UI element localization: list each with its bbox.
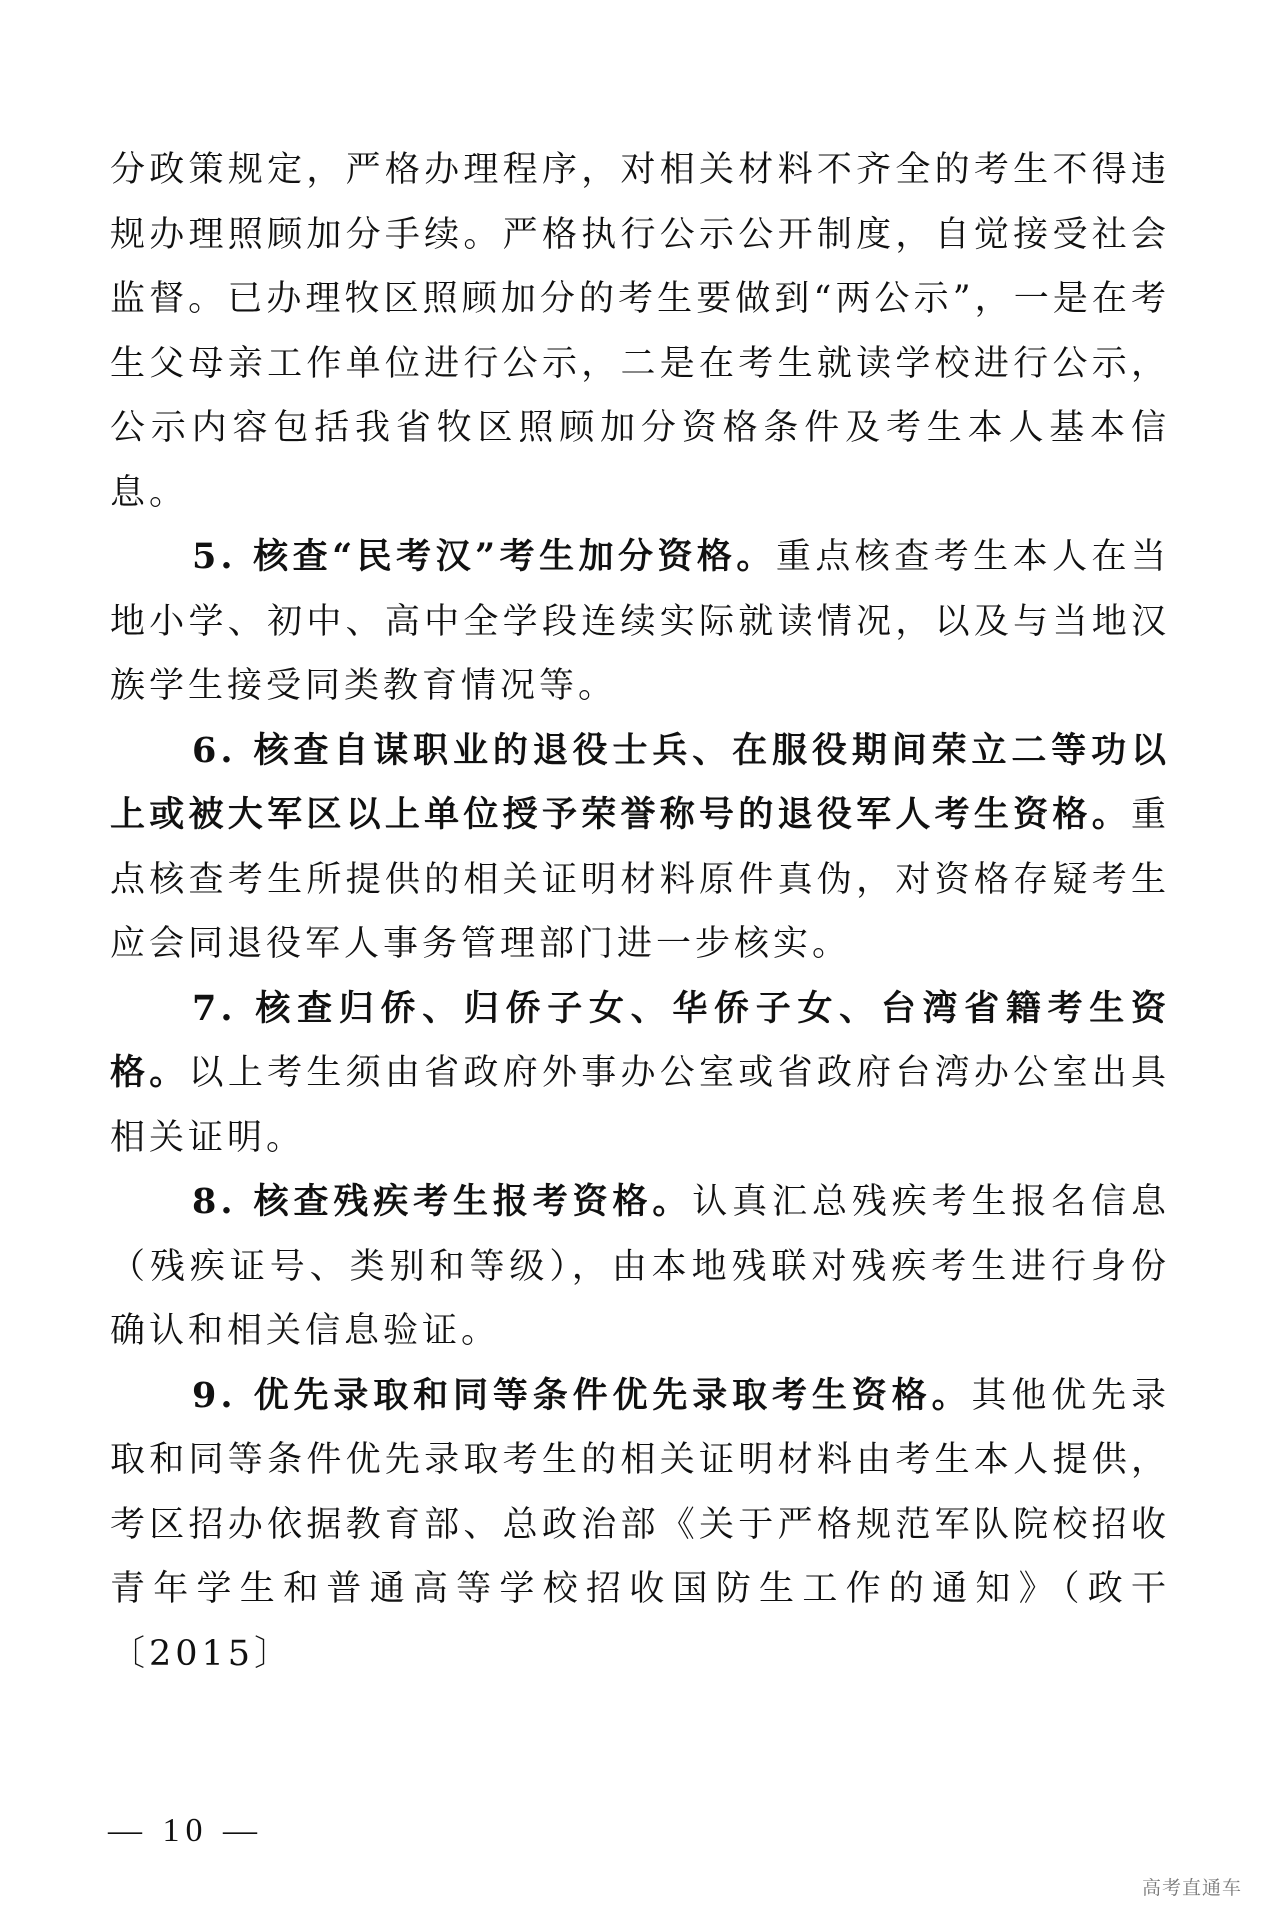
paragraph-text: 认真汇总残疾考生报名信息（残疾证号、类别和等级），由本地残联对残疾考生进行身份确认和相关信息验证。 [110, 1182, 1170, 1351]
paragraph-continued [110, 138, 1170, 525]
paragraph-item-7 [110, 977, 1170, 1171]
paragraph-heading: 9. 优先录取和同等条件优先录取考生资格。 [192, 1374, 972, 1416]
page-number: — 10 — [108, 1812, 263, 1849]
paragraph-item-8 [110, 1170, 1170, 1364]
paragraph-item-6 [110, 719, 1170, 977]
paragraph-text: 以上考生须由省政府外事办公室或省政府台湾办公室出具相关证明。 [110, 1053, 1170, 1158]
watermark-label: 高考直通车 [1141, 1877, 1242, 1899]
paragraph-heading: 7. 核查归侨、归侨子女、华侨子女、台湾省籍考生资格。 [110, 987, 1170, 1093]
paragraph-item-9 [110, 1364, 1170, 1687]
paragraph-heading: 6. 核查自谋职业的退役士兵、在服役期间荣立二等功以上或被大军区以上单位授予荣誉称号的退役军人考生资格。 [110, 729, 1170, 835]
paragraph-text: 其他优先录取和同等条件优先录取考生的相关证明材料由考生本人提供，考区招办依据教育部、总政治部《关于严格规范军队院校招收青年学生和普通高等学校招收国防生工作的通知》（政干〔2015〕 [110, 1375, 1170, 1674]
paragraph-text: 重点核查考生所提供的相关证明材料原件真伪，对资格存疑考生应会同退役军人事务管理部门进一步核实。 [110, 795, 1170, 964]
document-body [110, 138, 1170, 1686]
paragraph-item-5 [110, 525, 1170, 719]
paragraph-heading: 5. 核查“民考汉”考生加分资格。 [192, 536, 776, 577]
paragraph-text: 重点核查考生本人在当地小学、初中、高中全学段连续实际就读情况，以及与当地汉族学生接受同类教育情况等。 [110, 537, 1170, 706]
paragraph-text: 分政策规定，严格办理程序，对相关材料不齐全的考生不得违规办理照顾加分手续。严格执行公示公开制度，自觉接受社会监督。已办理牧区照顾加分的考生要做到“两公示”，一是在考生父母亲工作单位进行公示，二是在考生就读学校进行公示，公示内容包括我省牧区照顾加分资格条件及考生本人基本信息。 [110, 150, 1170, 513]
paragraph-heading: 8. 核查残疾考生报考资格。 [192, 1181, 693, 1222]
